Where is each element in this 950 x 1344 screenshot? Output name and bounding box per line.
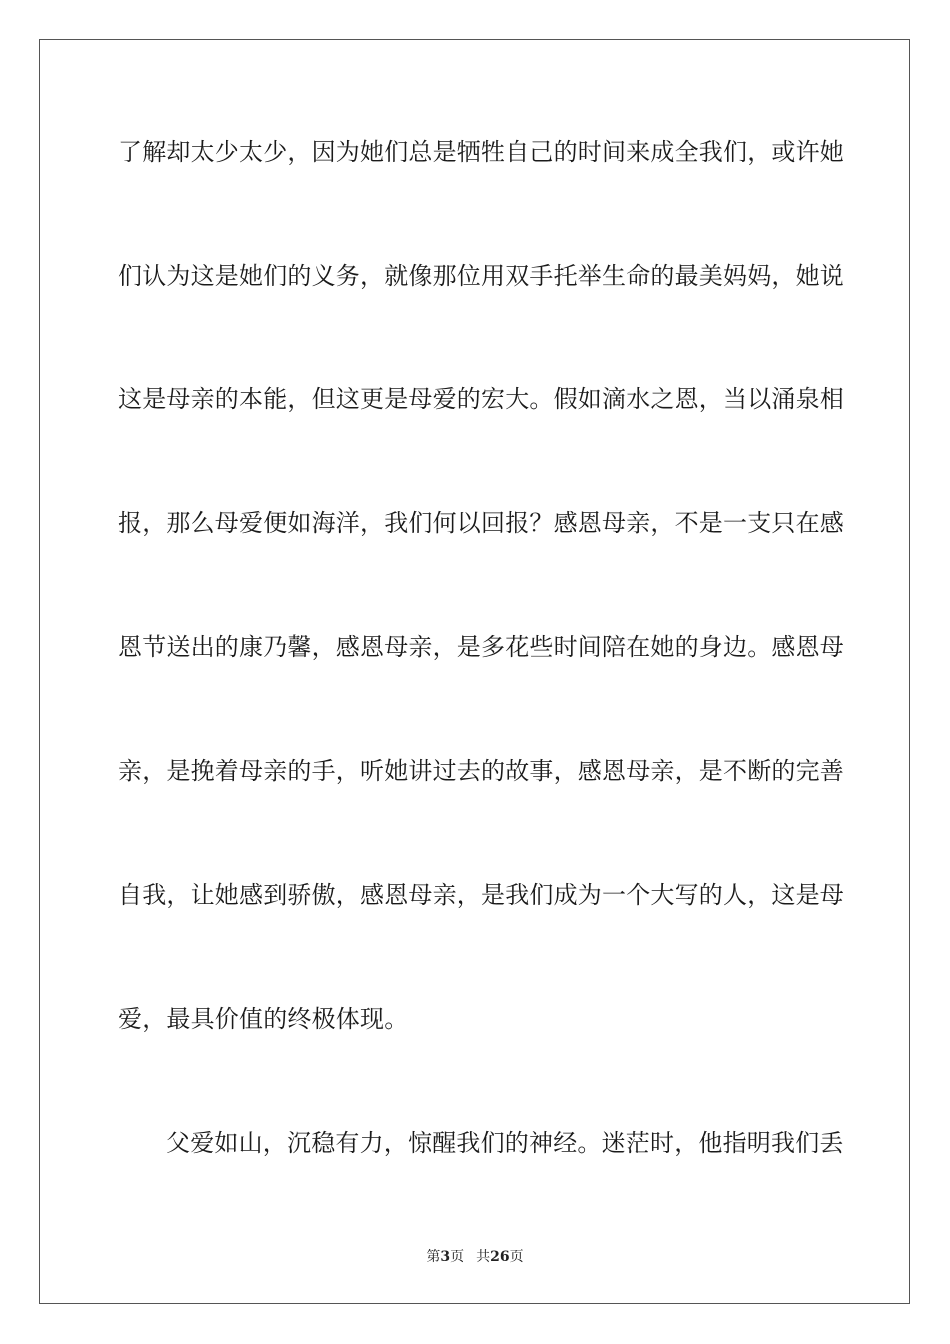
page-label-prefix: 第 — [426, 1249, 441, 1265]
total-label-suffix: 页 — [509, 1249, 524, 1265]
page-footer — [0, 1248, 950, 1266]
body-text-line-8: 爱，最具价值的终极体现。 — [118, 1005, 409, 1033]
body-text-line-7: 自我，让她感到骄傲，感恩母亲，是我们成为一个大写的人，这是母 — [118, 881, 844, 909]
total-label-prefix: 共 — [476, 1249, 491, 1265]
body-text-line-4: 报，那么母爱便如海洋，我们何以回报？感恩母亲，不是一支只在感 — [118, 509, 844, 537]
body-text-line-1: 了解却太少太少，因为她们总是牺牲自己的时间来成全我们，或许她 — [118, 138, 844, 166]
body-text-line-6: 亲，是挽着母亲的手，听她讲过去的故事，感恩母亲，是不断的完善 — [118, 757, 844, 785]
body-text-line-9: 父爱如山，沉稳有力，惊醒我们的神经。迷茫时，他指明我们丢 — [166, 1129, 844, 1157]
body-text-line-5: 恩节送出的康乃馨，感恩母亲，是多花些时间陪在她的身边。感恩母 — [118, 633, 844, 661]
current-page-number: 3 — [440, 1249, 451, 1265]
body-text-line-3: 这是母亲的本能，但这更是母爱的宏大。假如滴水之恩，当以涌泉相 — [118, 385, 844, 413]
body-text-line-2: 们认为这是她们的义务，就像那位用双手托举生命的最美妈妈，她说 — [118, 262, 844, 290]
total-pages-number: 26 — [490, 1249, 510, 1265]
page-label-suffix: 页 — [450, 1249, 465, 1265]
page-border — [39, 39, 910, 1304]
